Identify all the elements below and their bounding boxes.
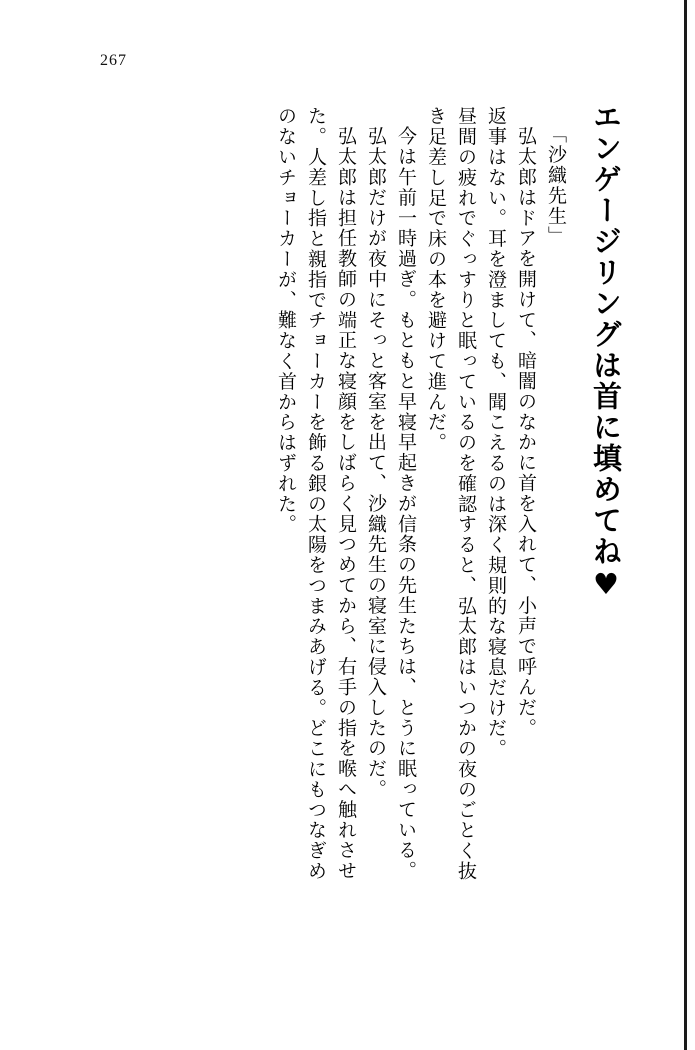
body-column-6: 今は午前一時過ぎ。もともと早寝早起きが信条の先生たちは、とうに眠っている。	[395, 126, 417, 881]
page-edge-rule	[684, 0, 687, 1050]
chapter-heading: エンゲージリングは首に填めてね♥	[589, 102, 623, 603]
body-column-9: た。人差し指と親指でチョーカーを飾る銀の太陽をつまみあげる。どこにもつなぎめ	[305, 106, 327, 882]
page-number: 267	[100, 52, 127, 69]
body-column-3: 返事はない。耳を澄ましても、聞こえるのは深く規則的な寝息だけだ。	[485, 106, 507, 759]
body-column-5: き足差し足で床の本を避けて進んだ。	[425, 106, 447, 453]
body-column-4: 昼間の疲れでぐっすりと眠っているのを確認すると、弘太郎はいつかの夜のごとく抜	[455, 106, 477, 882]
body-column-1: 「沙織先生」	[545, 124, 567, 247]
body-column-2: 弘太郎はドアを開けて、暗闇のなかに首を入れて、小声で呼んだ。	[515, 126, 537, 738]
body-column-8: 弘太郎は担任教師の端正な寝顔をしばらく見つめてから、右手の指を喉へ触れさせ	[335, 126, 357, 881]
body-column-7: 弘太郎だけが夜中にそっと客室を出て、沙織先生の寝室に侵入したのだ。	[365, 126, 387, 800]
body-column-10: のないチョーカーが、難なく首からはずれた。	[275, 106, 297, 535]
vertical-text-block	[60, 96, 623, 976]
